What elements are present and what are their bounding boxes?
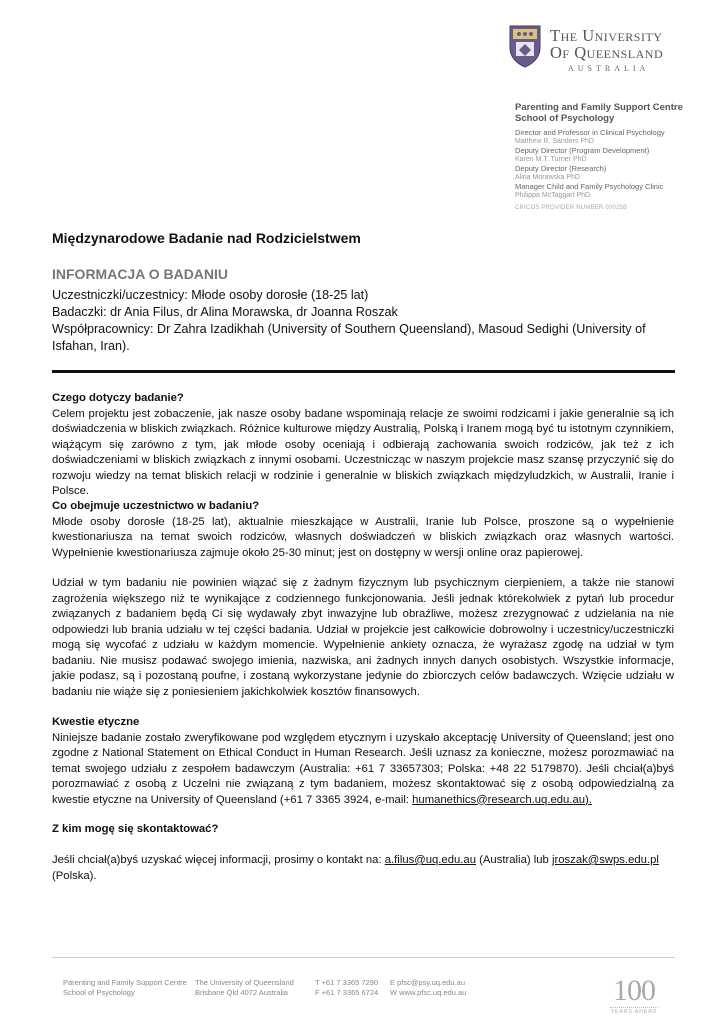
footer-fax: F +61 7 3365 6724 xyxy=(315,988,379,997)
staff-list xyxy=(515,128,705,200)
centenary-badge xyxy=(606,976,662,1016)
contact-heading: Z kim mogę się skontaktować? xyxy=(52,823,219,835)
section-about xyxy=(52,391,674,500)
researchers-line: Badaczki: dr Ania Filus, dr Alina Morawska, dr Joanna Roszak xyxy=(52,305,398,319)
logo-line-3: AUSTRALIA xyxy=(568,64,650,73)
about-heading: Czego dotyczy badanie? xyxy=(52,392,184,404)
section-ethics xyxy=(52,715,674,808)
centenary-number: 100 xyxy=(613,974,655,1007)
university-logo xyxy=(508,24,708,76)
footer-email: E pfsc@psy.uq.edu.au xyxy=(390,978,466,987)
ethics-email-link[interactable]: humanethics@research.uq.edu.au). xyxy=(412,793,592,806)
document-title: Międzynarodowe Badanie nad Rodzicielstwem xyxy=(52,230,361,246)
staff-person: Karen M.T. Turner PhD xyxy=(515,156,587,163)
centenary-text: YEARS AHEAD xyxy=(610,1009,658,1015)
section-contact-heading xyxy=(52,822,674,838)
contact-email-poland-link[interactable]: jroszak@swps.edu.pl xyxy=(551,854,659,866)
footer-university-address: Brisbane Qld 4072 Australia xyxy=(195,988,288,997)
centre-info xyxy=(515,102,705,211)
staff-role: Deputy Director (Program Development) xyxy=(515,146,650,155)
footer-phone: T +61 7 3365 7290 xyxy=(315,978,379,987)
participants-line: Uczestniczki/uczestnicy: Młode osoby dorosłe (18-25 lat) xyxy=(52,288,369,302)
footer-email-web xyxy=(390,978,466,998)
section-divider xyxy=(52,370,675,373)
centre-school: School of Psychology xyxy=(515,113,615,124)
cricos-number: CRICOS PROVIDER NUMBER 00025B xyxy=(515,205,628,211)
footer-divider xyxy=(52,957,675,958)
university-crest-icon xyxy=(508,24,542,68)
contact-email-australia-link[interactable]: a.filus@uq.edu.au xyxy=(384,854,476,866)
footer-centre-name: Parenting and Family Support Centre xyxy=(63,978,187,987)
ethics-text: Niniejsze badanie zostało zweryfikowane pod względem etycznym i uzyskało akceptację University of Queensland; jest ono zgodne z National Statement on Ethical Conduct in Human Research. Jeśli uznasz za konieczne, możesz porozmawiać na temat swojego udziału z zespołem badawczym (Australia: +61 7 33657303; Polska: +48 22 5179870). Jeśli chciał(a)byś porozmawiać z osobą z Uczelni nie związaną z tym badaniem, możesz skontaktować się z osobą odpowiedzialną za kwestie etyczne na University of Queensland (+61 7 3365 3924, e-mail: xyxy=(52,731,674,806)
staff-person: Philippa McTaggart PhD xyxy=(515,192,591,199)
footer-web: W www.pfsc.uq.edu.au xyxy=(390,988,467,997)
footer-centre-school: School of Psychology xyxy=(63,988,135,997)
staff-role: Deputy Director (Research) xyxy=(515,164,607,173)
section-participation xyxy=(52,499,674,561)
section-contact xyxy=(52,853,674,884)
participation-heading: Co obejmuje uczestnictwo w badaniu? xyxy=(52,500,260,512)
footer-centre xyxy=(63,978,187,998)
participation-text: Młode osoby dorosłe (18-25 lat), aktualnie mieszkające w Australii, Iranie lub Polsce, proszone są o wypełnienie kwestionariusza na temat swoich rodziców, własnych doświadczeń w bliskich związkach oraz własnych wartości. Wypełnienie kwestionariusza zajmuje około 25-30 minut; jest on dostępny w wersji online oraz papierowej. xyxy=(52,515,674,559)
contact-paragraph xyxy=(52,853,674,884)
staff-person: Alina Morawska PhD xyxy=(515,174,580,181)
footer-phone-fax xyxy=(315,978,378,998)
staff-role: Director and Professor in Clinical Psychology xyxy=(515,128,665,137)
centre-name: Parenting and Family Support Centre xyxy=(515,102,683,113)
contact-text-post: (Polska). xyxy=(52,869,97,882)
document-subtitle: INFORMACJA O BADANIU xyxy=(52,266,229,282)
contact-text-pre: Jeśli chciał(a)byś uzyskać więcej informacji, prosimy o kontakt na: xyxy=(52,854,385,866)
centenary-divider xyxy=(610,1007,658,1008)
logo-line-1: The University xyxy=(550,26,663,45)
collaborators-line: Współpracownicy: Dr Zahra Izadikhah (University of Southern Queensland), Masoud Sedighi (University of Isfahan, Iran). xyxy=(52,322,646,353)
staff-person: Matthew R. Sanders PhD xyxy=(515,138,594,145)
about-text: Celem projektu jest zobaczenie, jak nasze osoby badane wspominają relacje ze swoimi rodzicami i jakie generalnie są ich doświadczenia w bliskich związkach. Różnice kulturowe między Australią, Polską i Iranem mogą być tu istotnym czynnikiem, wiążącym się zarówno z tym, jak młode osoby oceniają i odbierają zachowania swoich rodziców, jak też z ich doświadczeniami w bliskich związkach z innymi osobami. Uczestnicząc w naszym projekcie masz szansę przyczynić się do rozwoju wiedzy na temat bliskich relacji w rodzinie i generalnie w bliskich związkach międzyludzkich, w Australii, Iranie i Polsce. xyxy=(52,407,674,497)
footer-university xyxy=(195,978,294,998)
footer-university-name: The University of Queensland xyxy=(195,978,294,987)
ethics-heading: Kwestie etyczne xyxy=(52,716,140,728)
risk-text: Udział w tym badaniu nie powinien wiązać się z żadnym fizycznym lub psychicznym cierpieniem, a także nie stanowi zagrożenia większego niż te wynikające z codziennego funkcjonowania. Jeśli jednak którekolwiek z pytań lub procedur związanych z badaniem będą Ci się wydawały zbyt inwazyjne lub obraźliwe, możesz zrezygnować z udzielania na nie odpowiedzi lub brania udziału w tej części badania. Udział w projekcie jest całkowicie dobrowolny i uczestnicy/uczestniczki mogą się wycofać z udziału w każdym momencie. Wypełnienie ankiety oznacza, że wyrażasz zgodę na udział w tym badaniu. Nie musisz podawać swojego imienia, nazwiska, ani żadnych innych danych osobistych. Wszystkie informacje, jakie podasz, są i pozostaną poufne, i zostaną wykorzystane jedynie do zbiorczych celów badawczych. Wzięcie udziału w badaniu nie wiąże się z poniesieniem jakichkolwiek kosztów finansowych. xyxy=(52,577,674,698)
staff-role: Manager Child and Family Psychology Clinic xyxy=(515,182,664,191)
ethics-paragraph xyxy=(52,731,674,809)
logo-line-2: Of Queensland xyxy=(550,43,664,62)
contact-text-mid: (Australia) lub xyxy=(476,854,552,866)
section-risk xyxy=(52,576,674,700)
